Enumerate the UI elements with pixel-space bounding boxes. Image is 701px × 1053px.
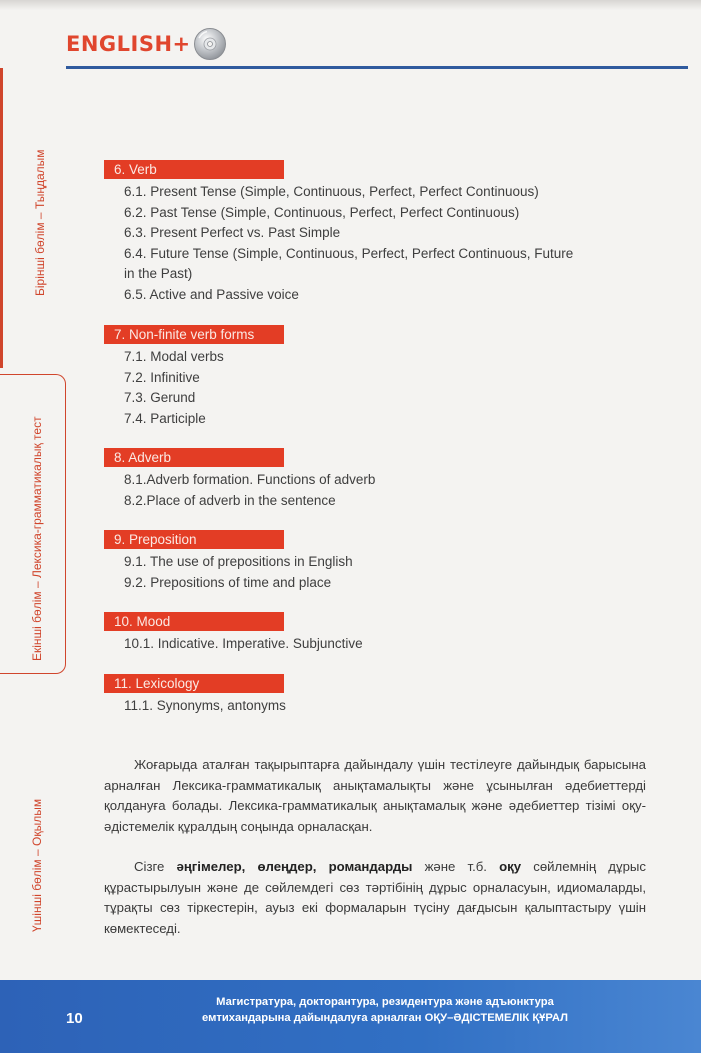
header-rule	[66, 66, 688, 69]
section-header: 6. Verb	[104, 160, 284, 179]
subtopic-list	[104, 347, 664, 429]
subtopic-item: 6.2. Past Tense (Simple, Continuous, Perfect, Perfect Continuous)	[124, 204, 520, 220]
section-verb	[104, 160, 664, 305]
footer-line: емтихандарына дайындалуға арналған ОҚУ–ӘДІСТЕМЕЛІК ҚҰРАЛ	[202, 1012, 568, 1024]
footer-title	[150, 994, 620, 1026]
subtopic-list	[104, 552, 664, 593]
emphasis-text: оқу	[499, 859, 522, 874]
side-tab-label: Үшінші бөлім – Оқылым	[30, 798, 44, 932]
subtopic-list	[104, 696, 664, 717]
section-header: 11. Lexicology	[104, 674, 284, 693]
logo-text: ENGLISH+	[66, 32, 191, 56]
emphasis-text: әңгімелер, өлеңдер, романдарды	[176, 859, 413, 874]
subtopic-item: 6.3. Present Perfect vs. Past Simple	[124, 225, 341, 240]
paragraph-text: Сізге	[134, 859, 177, 874]
page-footer	[0, 980, 701, 1053]
section-non-finite	[104, 325, 664, 429]
subtopic-item: 7.1. Modal verbs	[124, 349, 224, 364]
subtopic-item: 7.4. Participle	[124, 410, 206, 426]
section-mood	[104, 612, 664, 655]
subtopic-item: 9.1. The use of prepositions in English	[124, 554, 353, 569]
subtopic-item: 6.1. Present Tense (Simple, Continuous, Perfect, Perfect Continuous)	[124, 184, 539, 199]
page-number: 10	[66, 1010, 83, 1027]
section-preposition	[104, 530, 664, 593]
subtopic-item: 7.2. Infinitive	[124, 369, 200, 385]
english-plus-logo	[66, 26, 227, 62]
paragraph-text: және т.б.	[412, 859, 500, 874]
side-tab-lexico-grammar	[0, 374, 66, 674]
subtopic-item: 7.3. Gerund	[124, 390, 196, 405]
section-header: 10. Mood	[104, 612, 284, 631]
reading-paragraph	[104, 857, 646, 939]
paragraph-text: сөйлемнің дұрыс құрастырылуын және де сөйлемдегі сөз тәртібінің дұрыс орналасуын, идиомаларды, тұрақты сөз тіркестерін, ауыз екі формаларын түсіну дағдысын қалыптастыру үшін көмектеседі.	[104, 859, 646, 936]
side-tab-label: Бірінші бөлім – Тыңдалым	[33, 149, 47, 296]
footer-line: Магистратура, докторантура, резидентура және адъюнктура	[216, 996, 554, 1008]
subtopic-list	[104, 470, 664, 511]
subtopic-item: 6.4. Future Tense (Simple, Continuous, Perfect, Perfect Continuous, Future in the Past)	[124, 245, 574, 281]
subtopic-item: 10.1. Indicative. Imperative. Subjunctive	[124, 636, 363, 651]
cd-disc-icon	[193, 27, 227, 61]
page-top-shadow	[0, 0, 701, 10]
subtopic-item: 8.2.Place of adverb in the sentence	[124, 492, 336, 508]
side-tab-listening	[0, 68, 66, 368]
side-tab-label: Екінші бөлім – Лексика-грамматикалық тест	[30, 416, 44, 661]
section-adverb	[104, 448, 664, 511]
subtopic-item: 9.2. Prepositions of time and place	[124, 574, 332, 590]
section-header: 9. Preposition	[104, 530, 284, 549]
subtopic-item: 6.5. Active and Passive voice	[124, 286, 299, 302]
section-header: 8. Adverb	[104, 448, 284, 467]
section-lexicology	[104, 674, 664, 717]
side-tab-reading	[0, 680, 66, 980]
subtopic-list	[104, 634, 664, 655]
subtopic-list	[104, 182, 664, 305]
section-header: 7. Non-finite verb forms	[104, 325, 284, 344]
intro-paragraph: Жоғарыда аталған тақырыптарға дайындалу үшін тестілеуге дайындық барысына арналған Лексика-грамматикалық анықтамалықты және ұсынылған әдебиеттерді қолдануға болады. Лексика-грамматикалық анықтамалық және әдебиеттер тізімі оқу-әдістемелік құралдың соңында орналасқан.	[104, 757, 646, 834]
subtopic-item: 8.1.Adverb formation. Functions of adverb	[124, 472, 376, 487]
subtopic-item: 11.1. Synonyms, antonyms	[124, 698, 286, 713]
